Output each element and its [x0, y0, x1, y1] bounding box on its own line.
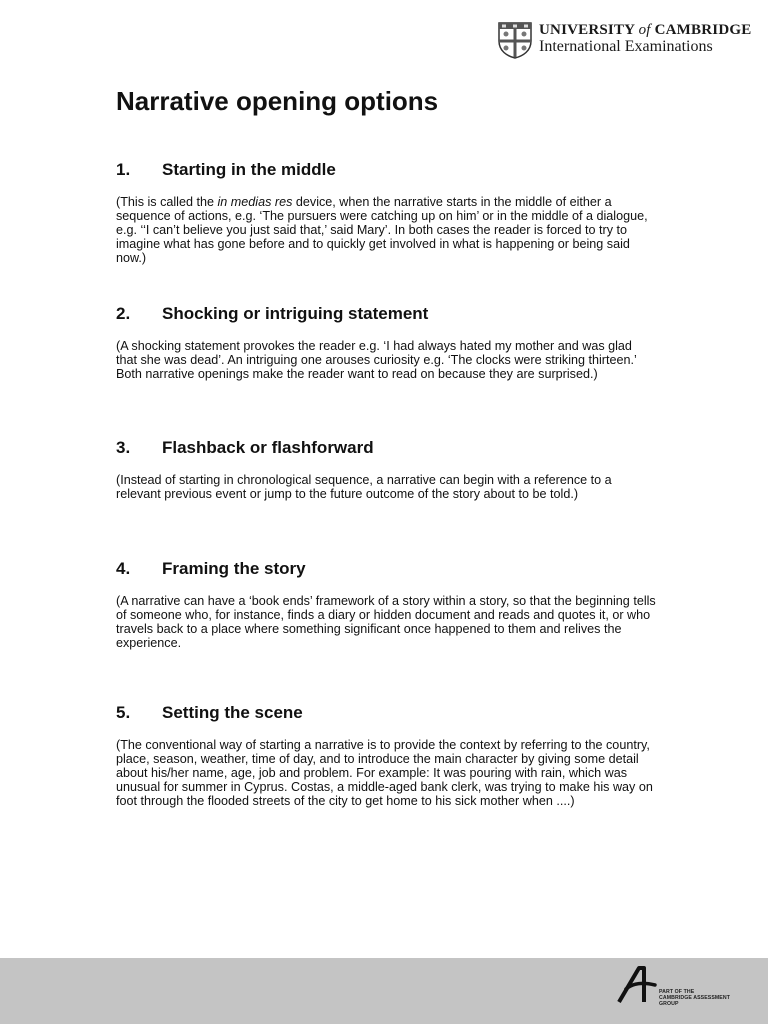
section-heading	[116, 437, 656, 459]
cambridge-crest-icon	[497, 21, 533, 59]
cambridge-assessment-group-text: PART OF THE CAMBRIDGE ASSESSMENT GROUP	[659, 989, 730, 1007]
section-body: (This is called the in medias res device, when the narrative starts in the middle of either a sequence of actions, e.g. ‘The pursuers were catching up on him’ or in the middle of a dialogue, e.g. ‘‘I can’t believe you just said that,’ said Mary’. In both cases the reader is forced to try to imagine what has gone before and to quickly get involved in what is happening or being said now.)	[116, 195, 648, 266]
section-5	[116, 702, 656, 808]
international-examinations: International Examinations	[539, 38, 713, 55]
section-1	[116, 159, 656, 265]
section-number: 3.	[116, 438, 131, 457]
section-2	[116, 303, 656, 381]
section-4	[116, 558, 656, 650]
section-heading	[116, 558, 656, 580]
section-title: Framing the story	[162, 559, 306, 578]
section-number: 1.	[116, 160, 131, 179]
section-title: Flashback or flashforward	[162, 438, 374, 457]
university-name: UNIVERSITY of CAMBRIDGE	[539, 22, 752, 38]
section-body: (Instead of starting in chronological sequence, a narrative can begin with a reference to a relevant previous event or jump to the future outcome of the story about to be told.)	[116, 473, 612, 502]
section-title: Starting in the middle	[162, 160, 336, 179]
section-number: 4.	[116, 559, 131, 578]
section-heading	[116, 702, 656, 724]
section-heading	[116, 303, 656, 325]
section-3	[116, 437, 656, 501]
section-number: 5.	[116, 703, 131, 722]
section-title: Shocking or intriguing statement	[162, 304, 429, 323]
section-body: (The conventional way of starting a narrative is to provide the context by referring to the country, place, season, weather, time of day, and to introduce the main character by giving some detail about his/her name, age, job and problem. For example: It was pouring with rain, which was unusual for summer in Cyprus. Costas, a middle-aged bank clerk, was trying to make his way on foot through the flooded streets of the city to get home to his sick mother when ....)	[116, 738, 653, 809]
university-logo	[497, 20, 763, 60]
section-number: 2.	[116, 304, 131, 323]
cambridge-assessment-a-icon	[617, 966, 657, 1004]
section-title: Setting the scene	[162, 703, 303, 722]
section-heading	[116, 159, 656, 181]
page-title: Narrative opening options	[116, 86, 439, 116]
section-body: (A shocking statement provokes the reader e.g. ‘I had always hated my mother and was glad that she was dead’. An intriguing one arouses curiosity e.g. ‘The clocks were striking thirteen.’ Both narrative openings make the reader want to read on because they are surprised.)	[116, 339, 637, 382]
section-body: (A narrative can have a ‘book ends’ framework of a story within a story, so that the beginning tells of someone who, for instance, finds a diary or hidden document and reads and quotes it, or who travels back to a place where something significant once happened to them and relives the experience.	[116, 594, 656, 651]
